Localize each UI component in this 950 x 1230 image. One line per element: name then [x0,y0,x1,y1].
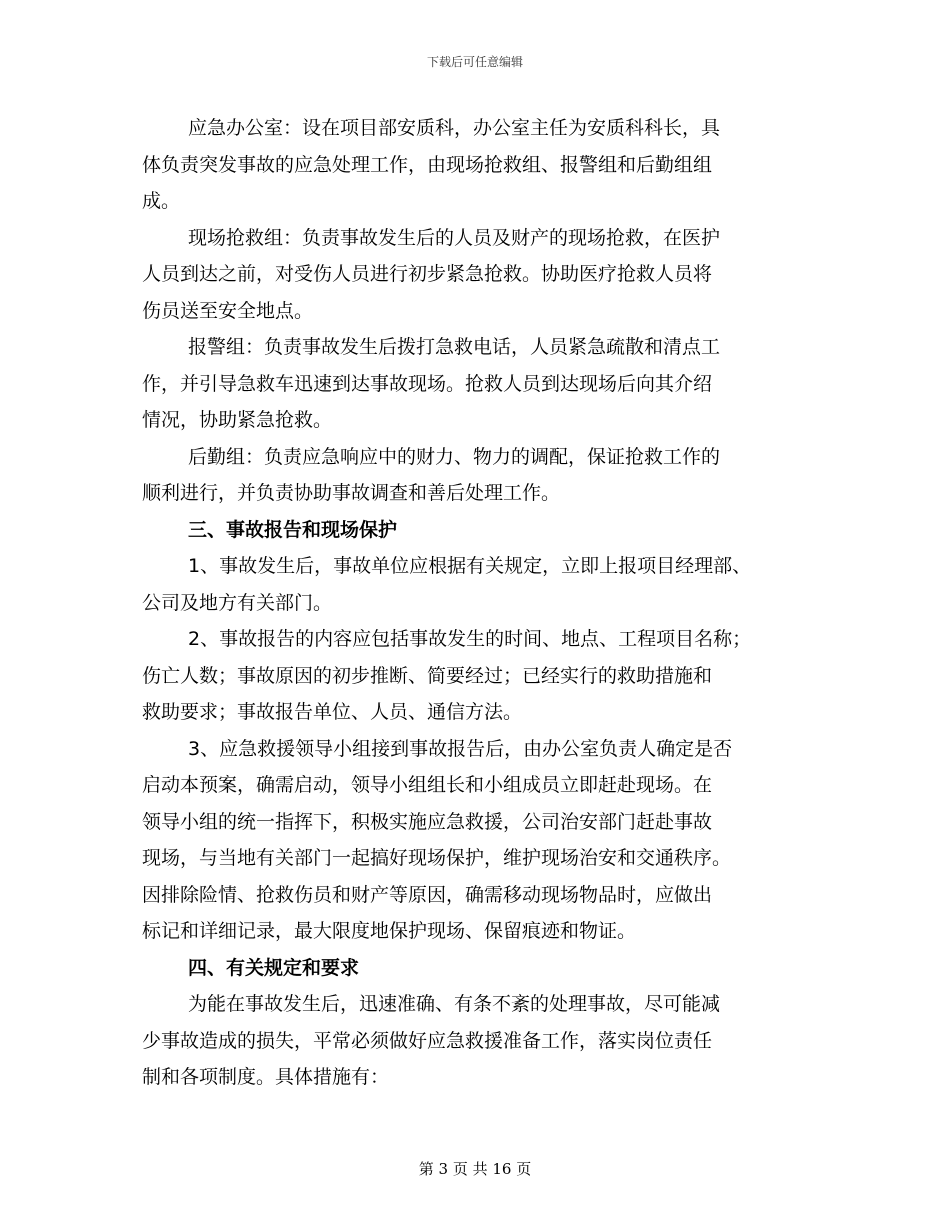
text-line: 伤亡人数；事故原因的初步推断、简要经过；已经实行的救助措施和 [142,664,713,687]
text-line: 领导小组的统一指挥下，积极实施应急救援，公司治安部门赶赴事故 [142,810,713,833]
section-heading: 三、事故报告和现场保护 [188,518,398,541]
paragraph-rescue-team [142,220,822,330]
text-line: 现场，与当地有关部门一起搞好现场保护，维护现场治安和交通秩序。 [142,847,732,869]
text-line: 成。 [142,190,181,212]
text-line: 为能在事故发生后，迅速准确、有条不紊的处理事故，尽可能减 [188,993,721,1015]
text-line: 2、事故报告的内容应包括事故发生的时间、地点、工程项目名称； [188,628,752,650]
text-line: 标记和详细记录，最大限度地保护现场、保留痕迹和物证。 [142,920,637,942]
text-line: 体负责突发事故的应急处理工作，由现场抢救组、报警组和后勤组组 [142,153,713,176]
text-line: 作，并引导急救车迅速到达事故现场。抢救人员到达现场后向其介绍 [142,372,713,395]
paragraph-report-3 [142,731,822,950]
text-line: 应急办公室：设在项目部安质科，办公室主任为安质科科长，具 [188,117,721,139]
paragraph-report-1 [142,548,822,621]
section-heading: 四、有关规定和要求 [188,956,360,979]
document-body [142,110,822,1096]
text-line: 报警组：负责事故发生后拨打急救电话，人员紧急疏散和清点工 [188,336,721,358]
text-line: 制和各项制度。具体措施有： [142,1066,390,1088]
text-line: 3、应急救援领导小组接到事故报告后，由办公室负责人确定是否 [188,737,733,760]
text-line: 现场抢救组：负责事故发生后的人员及财产的现场抢救，在医护 [188,226,721,249]
paragraph-requirements [142,986,822,1096]
text-line: 1、事故发生后，事故单位应根据有关规定，立即上报项目经理部、 [188,555,752,577]
text-line: 伤员送至安全地点。 [142,299,314,322]
text-line: 顺利进行，并负责协助事故调查和善后处理工作。 [142,482,561,504]
text-line: 情况，协助紧急抢救。 [142,409,333,431]
paragraph-report-2 [142,621,822,731]
page-header: 下载后可任意编辑 [426,55,523,69]
text-line: 救助要求；事故报告单位、人员、通信方法。 [142,701,523,723]
text-line: 公司及地方有关部门。 [142,591,333,614]
paragraph-emergency-office [142,110,822,220]
text-line: 人员到达之前，对受伤人员进行初步紧急抢救。协助医疗抢救人员将 [142,263,713,285]
text-line: 少事故造成的损失，平常必须做好应急救援准备工作，落实岗位责任 [142,1029,713,1052]
page-footer: 第 3 页 共 16 页 [418,1160,532,1178]
paragraph-alarm-team [142,329,822,439]
text-line: 后勤组：负责应急响应中的财力、物力的调配，保证抢救工作的 [188,445,721,468]
text-line: 启动本预案，确需启动，领导小组组长和小组成员立即赶赴现场。在 [142,774,713,796]
paragraph-logistics-team [142,439,822,512]
text-line: 因排除险情、抢救伤员和财产等原因，确需移动现场物品时，应做出 [142,883,713,906]
